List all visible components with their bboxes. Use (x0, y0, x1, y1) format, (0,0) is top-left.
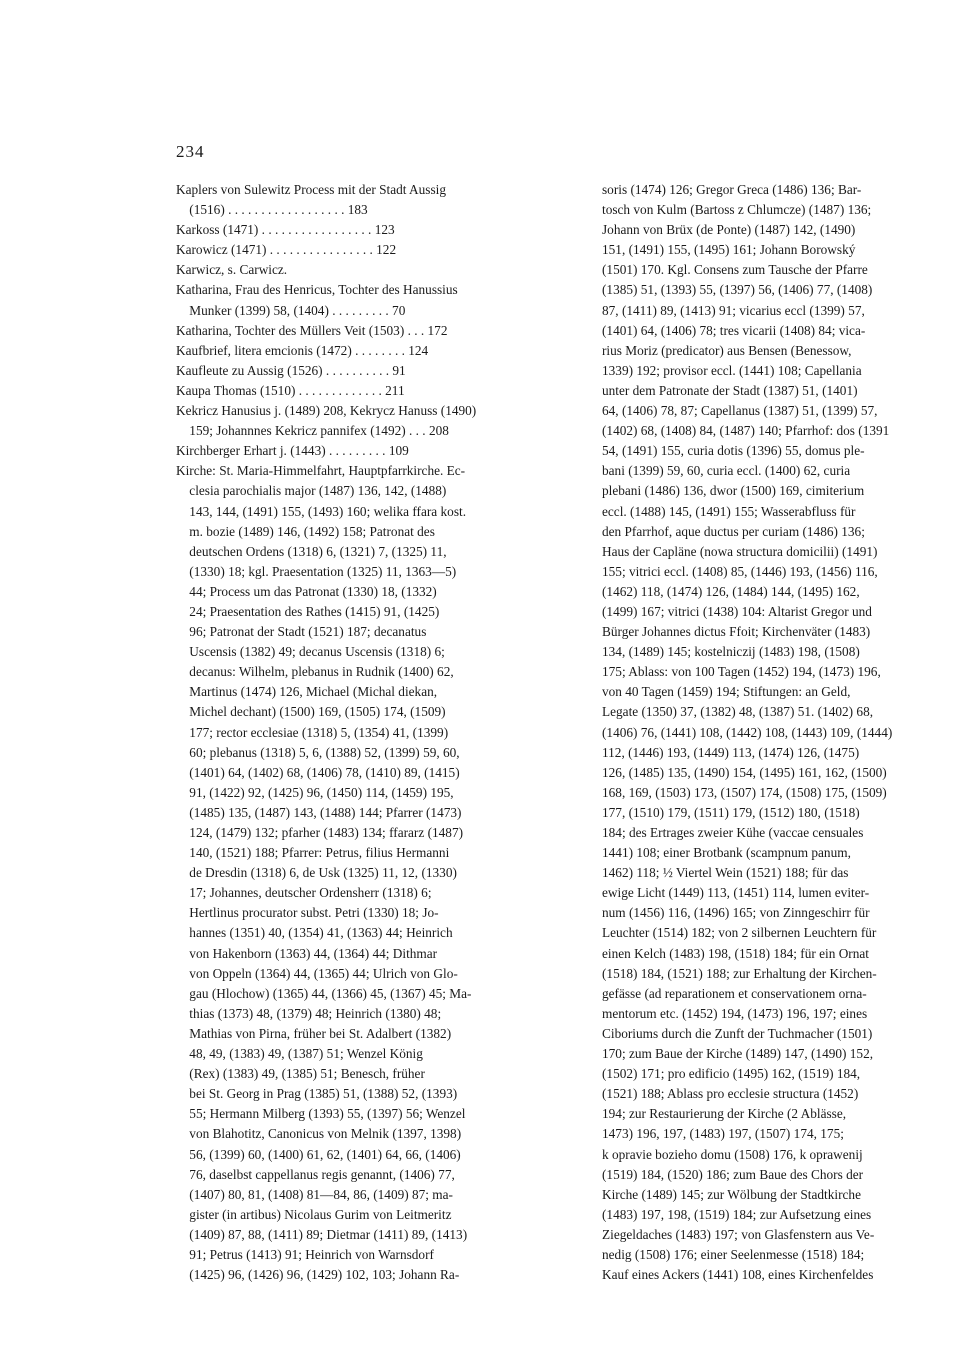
index-line: von Blahotitz, Canonicus von Melnik (1397, 1398) (176, 1126, 462, 1142)
index-line: clesia parochialis major (1487) 136, 142, (1488) (176, 483, 447, 499)
index-line: 170; zum Baue der Kirche (1489) 147, (1490) 152, (602, 1046, 874, 1062)
index-line: (1401) 64, (1406) 78; tres vicarii (1408) 84; vica- (602, 322, 866, 338)
index-line: 151, (1491) 155, (1495) 161; Johann Borowský (602, 242, 856, 258)
index-line: (1516) . . . . . . . . . . . . . . . . . . 183 (176, 202, 368, 218)
index-line: Katharina, Tochter des Müllers Veit (1503) . . . 172 (176, 322, 448, 338)
index-line: gau (Hlochow) (1365) 44, (1366) 45, (1367) 45; Ma- (176, 985, 472, 1001)
index-line: 1339) 192; provisor eccl. (1441) 108; Capellania (602, 362, 862, 378)
index-line: (1330) 18; kgl. Praesentation (1325) 11, 1363—5) (176, 563, 457, 579)
index-line: 159; Johannnes Kekricz pannifex (1492) . . . 208 (176, 423, 449, 439)
index-line: 177; rector ecclesiae (1318) 5, (1354) 41, (1399) (176, 724, 449, 740)
index-line: 48, 49, (1383) 49, (1387) 51; Wenzel König (176, 1046, 423, 1062)
index-line: (1518) 184, (1521) 188; zur Erhaltung der Kirchen- (602, 965, 877, 981)
index-line: 112, (1446) 193, (1449) 113, (1474) 126, (1475) (602, 744, 860, 760)
index-line: Karwicz, s. Carwicz. (176, 262, 288, 278)
index-line: tosch von Kulm (Bartoss z Chlumcze) (1487) 136; (602, 202, 872, 218)
index-line: von Hakenborn (1363) 44, (1364) 44; Dithmar (176, 945, 438, 961)
index-line: gister (in artibus) Nicolaus Gurim von Leitmeritz (176, 1206, 452, 1222)
index-line: 24; Praesentation des Rathes (1415) 91, (1425) (176, 603, 440, 619)
index-line: Hertlinus procurator subst. Petri (1330) 18; Jo- (176, 905, 439, 921)
index-line: bani (1399) 59, 60, curia eccl. (1400) 62, curia (602, 463, 851, 479)
index-line: Johann von Brüx (de Ponte) (1487) 142, (1490) (602, 222, 856, 238)
index-line: 155; vitrici eccl. (1408) 85, (1446) 193, (1456) 116, (602, 563, 878, 579)
index-line: (1485) 135, (1487) 143, (1488) 144; Pfarrer (1473) (176, 804, 462, 820)
index-line: 168, 169, (1503) 173, (1507) 174, (1508) 175, (1509) (602, 784, 887, 800)
index-line: (1502) 171; pro edificio (1495) 162, (1519) 184, (602, 1066, 861, 1082)
index-line: einen Kelch (1483) 198, (1518) 184; für ein Ornat (602, 945, 869, 961)
index-line: 96; Patronat der Stadt (1521) 187; decanatus (176, 624, 427, 640)
index-line: 55; Hermann Milberg (1393) 55, (1397) 56; Wenzel (176, 1106, 466, 1122)
index-line: 44; Process um das Patronat (1330) 18, (1332) (176, 583, 437, 599)
index-line: deutschen Ordens (1318) 6, (1321) 7, (1325) 11, (176, 543, 447, 559)
index-line: Karowicz (1471) . . . . . . . . . . . . . . . . 122 (176, 242, 397, 258)
index-line: Uscensis (1382) 49; decanus Uscensis (1318) 6; (176, 644, 445, 660)
index-line: soris (1474) 126; Gregor Greca (1486) 136; Bar- (602, 182, 862, 197)
index-line: eccl. (1488) 145, (1491) 155; Wasserabfluss für (602, 503, 856, 519)
index-line: Haus der Capläne (nowa structura domicilii) (1491) (602, 543, 878, 559)
index-line: (1483) 197, 198, (1519) 184; zur Aufsetzung eines (602, 1206, 872, 1222)
index-line: hannes (1351) 40, (1354) 41, (1363) 44; Heinrich (176, 925, 453, 941)
index-line: (1401) 64, (1402) 68, (1406) 78, (1410) 89, (1415) (176, 764, 460, 780)
index-line: (1425) 96, (1426) 96, (1429) 102, 103; Johann Ra- (176, 1267, 460, 1283)
index-line: unter dem Patronate der Stadt (1387) 51, (1401) (602, 382, 858, 398)
index-line: decanus: Wilhelm, plebanus in Rudnik (1400) 62, (176, 664, 454, 680)
index-line: Martinus (1474) 126, Michael (Michal diekan, (176, 684, 438, 700)
left-column (176, 180, 544, 1285)
index-line: (Rex) (1383) 49, (1385) 51; Benesch, früher (176, 1066, 425, 1082)
index-line: 91, (1422) 92, (1425) 96, (1450) 114, (1459) 195, (176, 784, 454, 800)
index-line: 124, (1479) 132; pfarher (1483) 134; ffararz (1487) (176, 825, 464, 840)
index-line: Kaupa Thomas (1510) . . . . . . . . . . . . . 211 (176, 382, 405, 398)
index-line: 184; des Ertrages zweier Kühe (vaccae censuales (602, 825, 864, 840)
index-line: Mathias von Pirna, früher bei St. Adalbert (1382) (176, 1025, 452, 1041)
index-line: Kirche (1489) 145; zur Wölbung der Stadtkirche (602, 1186, 861, 1202)
index-line: 143, 144, (1491) 155, (1493) 160; welika ffara kost. (176, 503, 467, 519)
index-line: Bürger Johannes dictus Ffoit; Kirchenväter (1483) (602, 624, 871, 640)
index-line: 54, (1491) 155, curia dotis (1396) 55, domus ple- (602, 443, 865, 459)
index-line: 140, (1521) 188; Pfarrer: Petrus, filius Hermanni (176, 845, 450, 861)
index-line: (1519) 184, (1520) 186; zum Baue des Chors der (602, 1166, 864, 1182)
index-line: 76, daselbst cappellanus regis genannt, (1406) 77, (176, 1166, 455, 1182)
right-column (602, 180, 910, 1285)
index-line: Ziegeldaches (1483) 197; von Glasfenstern aus Ve- (602, 1226, 875, 1242)
index-line: Legate (1350) 37, (1382) 48, (1387) 51. (1402) 68, (602, 704, 874, 720)
index-line: Katharina, Frau des Henricus, Tochter des Hanussius (176, 282, 458, 298)
index-line: Karkoss (1471) . . . . . . . . . . . . . . . . . 123 (176, 222, 395, 238)
index-line: Kirchberger Erhart j. (1443) . . . . . . . . . 109 (176, 443, 409, 459)
index-line: (1462) 118, (1474) 126, (1484) 144, (1495) 162, (602, 583, 860, 599)
index-line: (1499) 167; vitrici (1438) 104: Altarist Gregor und (602, 603, 872, 619)
index-line: (1521) 188; Ablass pro ecclesie structura (1452) (602, 1086, 859, 1102)
index-line: Kaufbrief, litera emcionis (1472) . . . . . . . . 124 (176, 342, 429, 358)
index-line: 1441) 108; einer Brotbank (scampnum panum, (602, 845, 851, 861)
index-line: 177, (1510) 179, (1511) 179, (1512) 180, (1518) (602, 804, 860, 820)
index-line: 87, (1411) 89, (1413) 91; vicarius eccl (1399) 57, (602, 302, 865, 318)
index-line: 91; Petrus (1413) 91; Heinrich von Warnsdorf (176, 1246, 434, 1262)
index-line: Michel dechant) (1500) 169, (1505) 174, (1509) (176, 704, 446, 720)
page-number: 234 (176, 142, 205, 161)
index-line: de Dresdin (1318) 6, de Usk (1325) 11, 12, (1330) (176, 865, 457, 881)
index-line: 126, (1485) 135, (1490) 154, (1495) 161, 162, (1500) (602, 764, 887, 780)
index-line: (1407) 80, 81, (1408) 81—84, 86, (1409) 87; ma- (176, 1186, 453, 1202)
index-line: (1409) 87, 88, (1411) 89; Dietmar (1411) 89, (1413) (176, 1226, 468, 1242)
index-line: gefässe (ad reparationem et conservationem orna- (602, 985, 867, 1001)
index-line: Kaufleute zu Aussig (1526) . . . . . . . . . . 91 (176, 362, 406, 378)
index-line: Leuchter (1514) 182; von 2 silbernen Leuchtern für (602, 925, 877, 941)
index-line: k opravie bozieho domu (1508) 176, k oprawenij (602, 1146, 863, 1162)
index-line: (1385) 51, (1393) 55, (1397) 56, (1406) 77, (1408) (602, 282, 873, 298)
index-line: (1406) 76, (1441) 108, (1442) 108, (1443) 109, (1444) (602, 724, 893, 740)
index-line: 134, (1489) 145; kostelniczij (1483) 198, (1508) (602, 644, 860, 660)
index-line: Kirche: St. Maria-Himmelfahrt, Hauptpfarrkirche. Ec- (176, 463, 466, 479)
index-line: von 40 Tagen (1459) 194; Stiftungen: an Geld, (602, 684, 851, 700)
index-line: Kekricz Hanusius j. (1489) 208, Kekrycz Hanuss (1490) (176, 403, 477, 419)
index-line: 17; Johannes, deutscher Ordensherr (1318) 6; (176, 885, 432, 901)
index-line: plebani (1486) 136, dwor (1500) 169, cimiterium (602, 483, 865, 499)
index-line: (1501) 170. Kgl. Consens zum Tausche der Pfarre (602, 262, 868, 278)
index-line: 1473) 196, 197, (1483) 197, (1507) 174, 175; (602, 1126, 844, 1142)
index-line: 56, (1399) 60, (1400) 61, 62, (1401) 64, 66, (1406) (176, 1146, 461, 1162)
index-line: rius Moriz (predicator) aus Bensen (Benessow, (602, 342, 852, 358)
index-line: m. bozie (1489) 146, (1492) 158; Patronat des (176, 523, 435, 539)
index-line: 194; zur Restaurierung der Kirche (2 Ablässe, (602, 1106, 847, 1122)
index-line: num (1456) 116, (1496) 165; von Zinngeschirr für (602, 905, 870, 921)
index-line: Kaplers von Sulewitz Process mit der Stadt Aussig (176, 182, 446, 197)
index-line: Ciboriums durch die Zunft der Tuchmacher (1501) (602, 1025, 873, 1041)
index-line: bei St. Georg in Prag (1385) 51, (1388) 52, (1393) (176, 1086, 458, 1102)
index-line: mentorum etc. (1452) 194, (1473) 196, 197; eines (602, 1005, 868, 1021)
index-line: ewige Licht (1449) 113, (1451) 114, lumen eviter- (602, 885, 870, 901)
index-line: den Pfarrhof, aque ductus per curiam (1486) 136; (602, 523, 865, 539)
index-line: 1462) 118; ½ Viertel Wein (1521) 188; für das (602, 865, 849, 881)
index-line: 64, (1406) 78, 87; Capellanus (1387) 51, (1399) 57, (602, 403, 878, 419)
index-line: Kauf eines Ackers (1441) 108, eines Kirchenfeldes (602, 1267, 874, 1283)
index-line: von Oppeln (1364) 44, (1365) 44; Ulrich von Glo- (176, 965, 458, 981)
index-line: nedig (1508) 176; einer Seelenmesse (1518) 184; (602, 1246, 865, 1262)
index-line: Munker (1399) 58, (1404) . . . . . . . . . 70 (176, 302, 406, 318)
index-line: (1402) 68, (1408) 84, (1487) 140; Pfarrhof: dos (1391 (602, 423, 890, 439)
index-line: 175; Ablass: von 100 Tagen (1452) 194, (1473) 196, (602, 664, 881, 680)
index-line: thias (1373) 48, (1379) 48; Heinrich (1380) 48; (176, 1005, 442, 1021)
index-line: 60; plebanus (1318) 5, 6, (1388) 52, (1399) 59, 60, (176, 744, 460, 760)
